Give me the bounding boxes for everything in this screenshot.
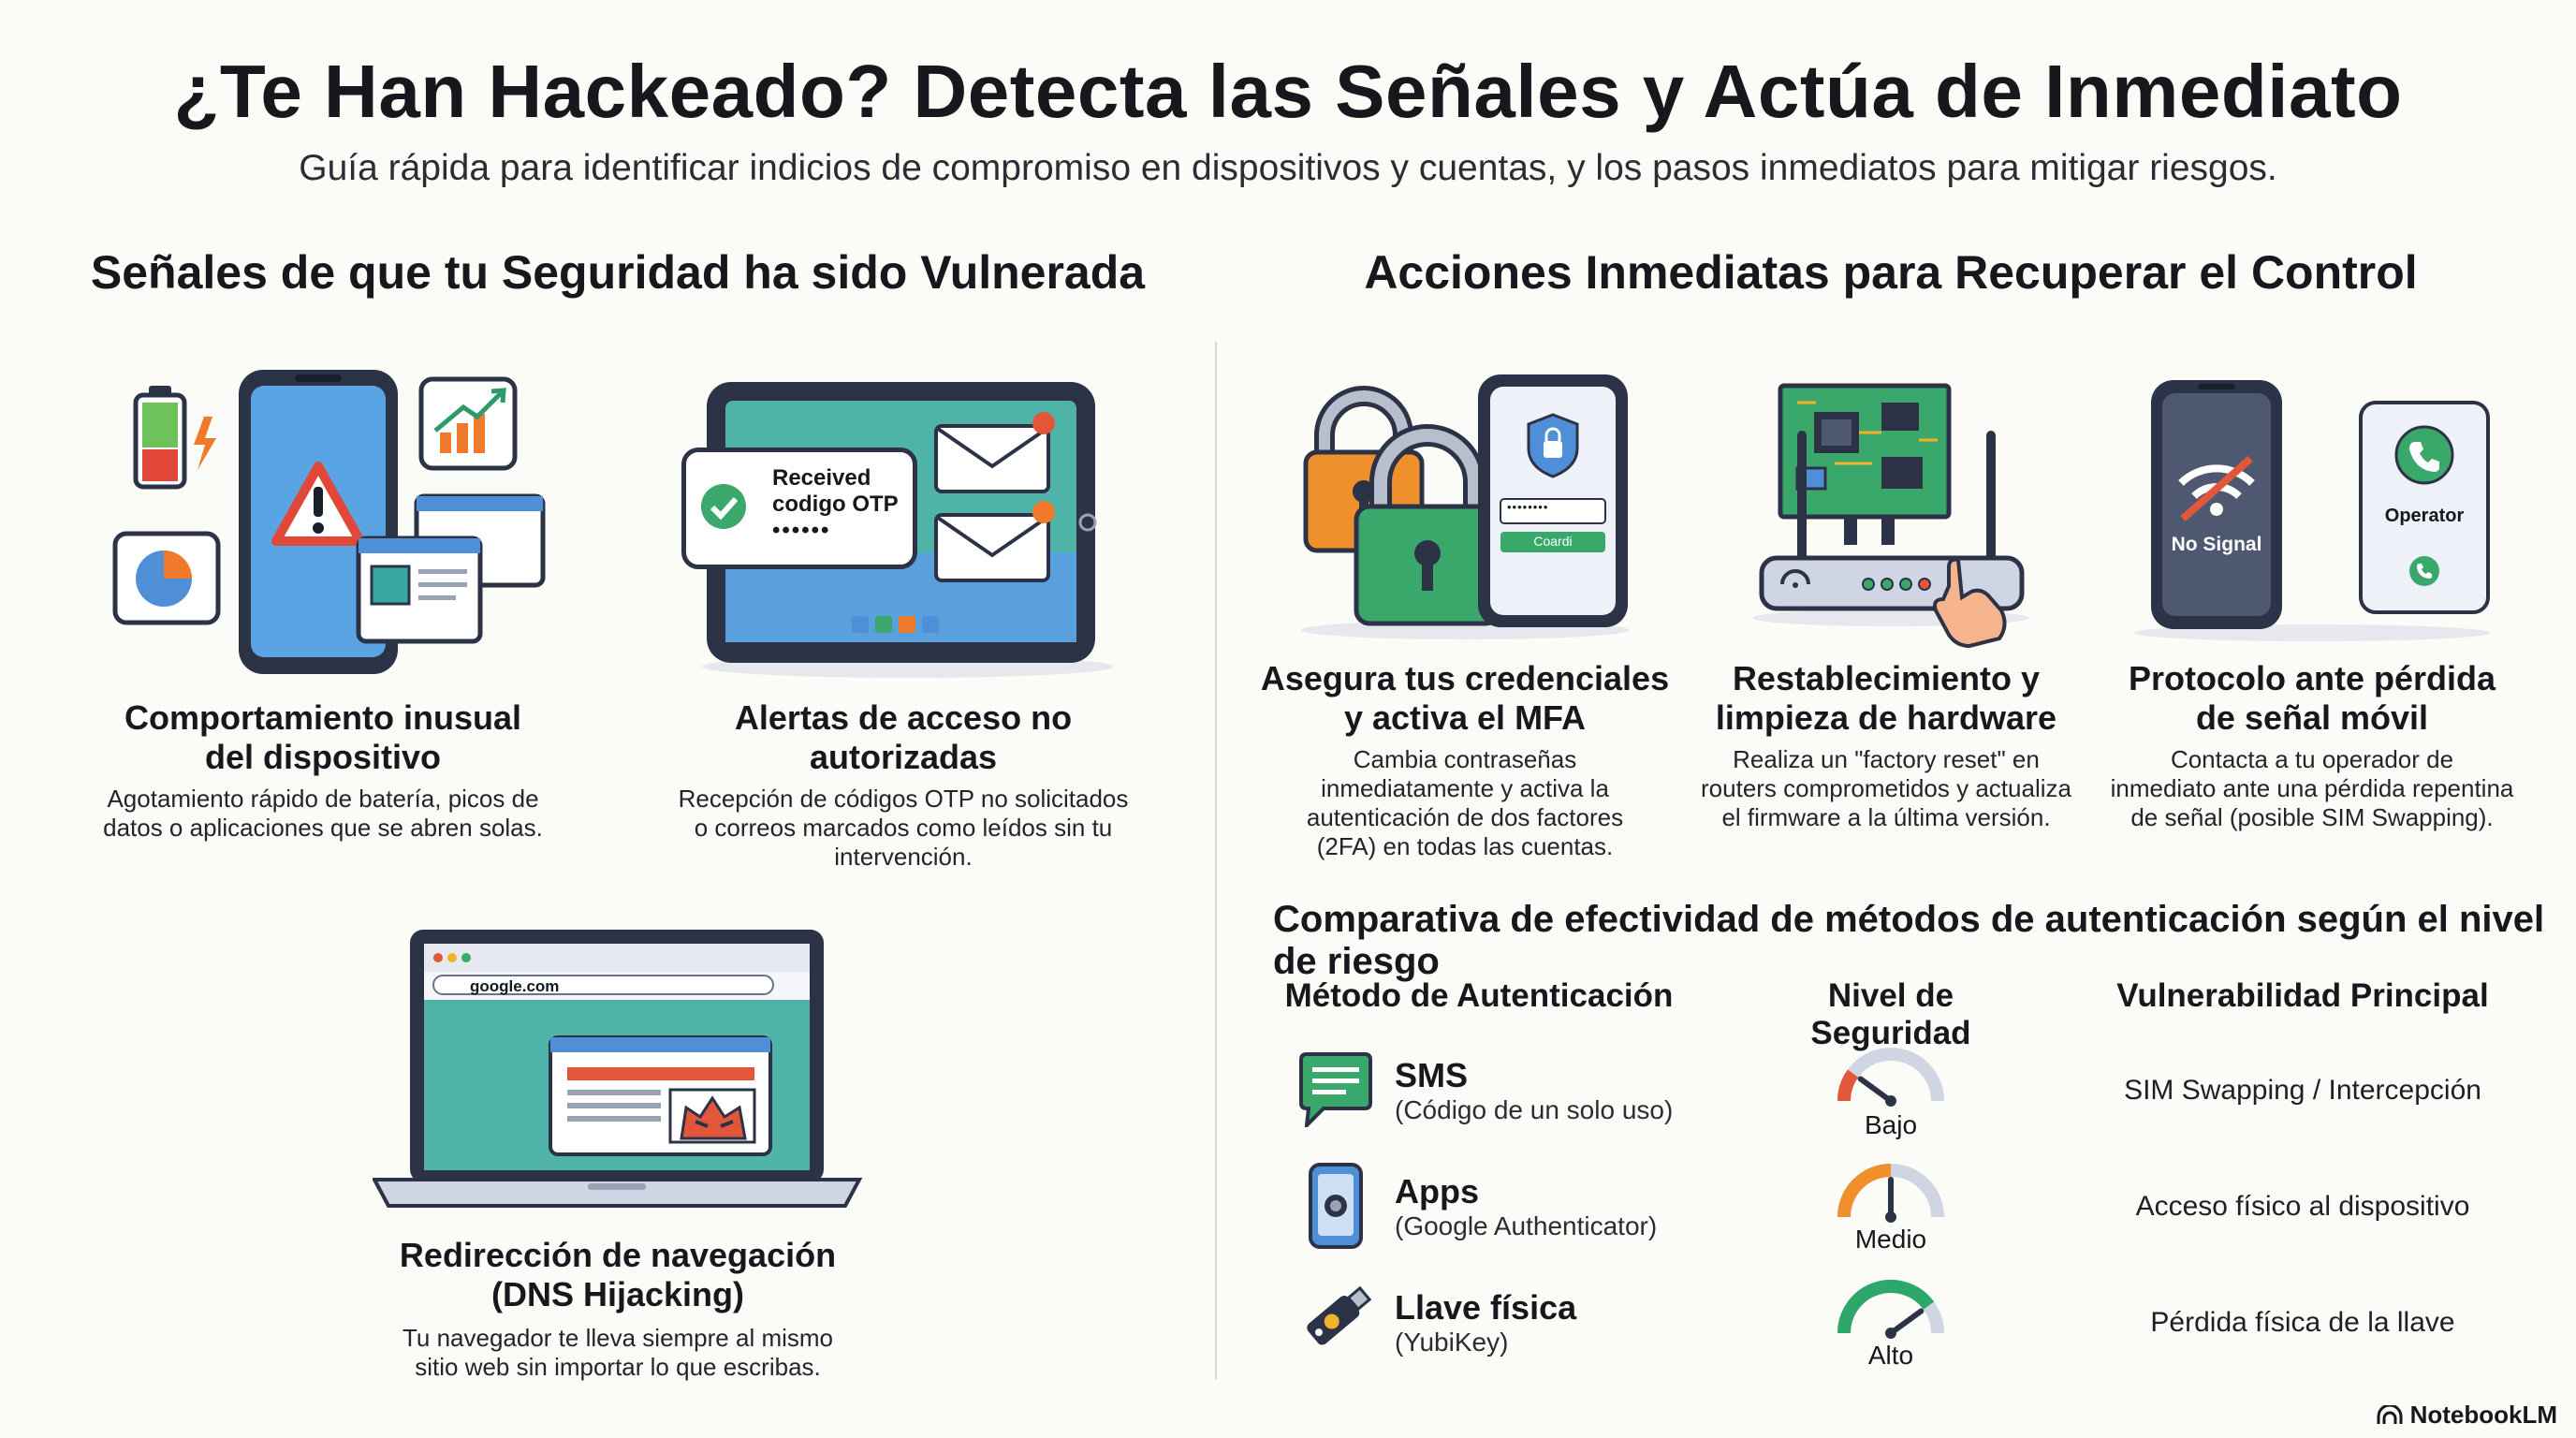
brand-label: NotebookLM — [2409, 1401, 2557, 1429]
vulnerability-apps: Acceso físico al dispositivo — [2135, 1191, 2470, 1222]
otp-bubble-line2: codigo OTP — [772, 492, 899, 517]
vulnerability-key: Pérdida física de la llave — [2150, 1307, 2455, 1338]
gauge-high — [1830, 1273, 1952, 1339]
page-subtitle: Guía rápida para identificar indicios de compromiso en dispositivos y cuentas, y los pasos inmediatos para mitigar riesgos. — [299, 148, 2277, 188]
signal-unusual-text: Agotamiento rápido de batería, picos de datos o aplicaciones que se abren solas. — [103, 785, 543, 842]
method-name-key: Llave física — [1395, 1288, 1577, 1327]
notebooklm-logo-icon — [2377, 1405, 2403, 1426]
unusual-device-illustration — [108, 365, 557, 683]
gauge-pivot — [1885, 1095, 1896, 1107]
level-low-label: Bajo — [1864, 1110, 1918, 1139]
phone-call-icon — [2394, 425, 2454, 485]
signal-alerts-title: Alertas de acceso no autorizadas — [734, 698, 1073, 776]
security-key-icon — [1295, 1273, 1380, 1357]
level-medium-label: Medio — [1854, 1225, 1927, 1254]
url-text: google.com — [470, 977, 560, 995]
pie-chart-icon — [115, 534, 218, 623]
otp-bubble-dots: •••••• — [772, 518, 831, 543]
action-hardware-text: Realiza un "factory reset" en routers comprometidos y actualiza el firmware a la última versión. — [1701, 745, 2071, 831]
gauge-needle — [1891, 1311, 1921, 1333]
column-method: Método de Autenticación — [1284, 977, 1674, 1014]
call-button-icon — [2408, 554, 2441, 588]
action-credentials-text: Cambia contraseñas inmediatamente y activa la autenticación de dos factores (2FA) en todas las cuentas. — [1306, 745, 1624, 860]
vulnerability-sms: SIM Swapping / Intercepción — [2124, 1075, 2481, 1106]
signal-dns-title: Redirección de navegación (DNS Hijacking) — [399, 1236, 837, 1313]
signal-dns-text: Tu navegador te lleva siempre al mismo sitio web sin importar lo que escribas. — [402, 1324, 833, 1381]
sms-icon — [1295, 1052, 1376, 1127]
signal-unusual-title: Comportamiento inusual del dispositivo — [124, 698, 522, 776]
credentials-mfa-illustration — [1296, 370, 1652, 641]
padlock-green-icon — [1356, 435, 1499, 624]
no-signal-phone — [2149, 378, 2284, 631]
gauge-needle — [1861, 1078, 1891, 1101]
method-name-apps: Apps — [1395, 1172, 1479, 1211]
notebooklm-brand — [2377, 1401, 2557, 1430]
method-sub-key: (YubiKey) — [1395, 1328, 1509, 1357]
phone-confirm-button: Coardi — [1533, 534, 1573, 549]
gauge-medium — [1830, 1157, 1952, 1223]
signals-heading: Señales de que tu Seguridad ha sido Vulnerada — [90, 246, 1146, 299]
level-high-label: Alto — [1867, 1341, 1914, 1370]
action-signal-text: Contacta a tu operador de inmediato ante una pérdida repentina de señal (posible SIM Swapping). — [2110, 745, 2514, 831]
signal-alerts-text: Recepción de códigos OTP no solicitados o correos marcados como leídos sin tu intervención. — [678, 785, 1129, 871]
gauge-pivot — [1885, 1328, 1896, 1339]
url-bar — [432, 975, 774, 995]
section-divider — [1215, 342, 1217, 1379]
secure-phone-icon — [1478, 374, 1628, 627]
dns-hijacking-illustration — [373, 925, 864, 1215]
method-sub-apps: (Google Authenticator) — [1395, 1211, 1658, 1240]
comparison-heading: Comparativa de efectividad de métodos de autenticación según el nivel de riesgo — [1273, 899, 2545, 982]
gauge-pivot — [1885, 1211, 1896, 1223]
method-sub-sms: (Código de un solo uso) — [1395, 1095, 1674, 1124]
phone-password-field: •••••••• — [1507, 500, 1549, 514]
operator-label: Operator — [2384, 506, 2465, 526]
method-name-sms: SMS — [1395, 1056, 1469, 1094]
action-signal-title: Protocolo ante pérdida de señal móvil — [2128, 659, 2496, 737]
gauge-low — [1830, 1041, 1952, 1107]
hardware-reset-illustration — [1741, 374, 2041, 651]
battery-low-icon — [136, 386, 184, 487]
authenticator-phone-icon — [1307, 1161, 1365, 1251]
no-signal-label: No Signal — [2171, 534, 2262, 555]
check-icon — [699, 482, 748, 531]
actions-heading: Acciones Inmediatas para Recuperar el Control — [1364, 246, 2418, 299]
action-hardware-title: Restablecimiento y limpieza de hardware — [1715, 659, 2057, 737]
action-credentials-title: Asegura tus credenciales y activa el MFA — [1260, 659, 1670, 737]
column-security-level: Nivel de Seguridad — [1810, 977, 1971, 1051]
otp-bubble-line1: Received — [772, 465, 871, 491]
page-title: ¿Te Han Hackeado? Detecta las Señales y Actúa de Inmediato — [173, 50, 2403, 133]
hacker-popup-icon — [550, 1037, 770, 1154]
rising-chart-icon — [421, 379, 515, 468]
column-vulnerability: Vulnerabilidad Principal — [2116, 977, 2489, 1014]
operator-card — [2359, 401, 2490, 614]
otp-notification-bubble — [681, 448, 917, 569]
